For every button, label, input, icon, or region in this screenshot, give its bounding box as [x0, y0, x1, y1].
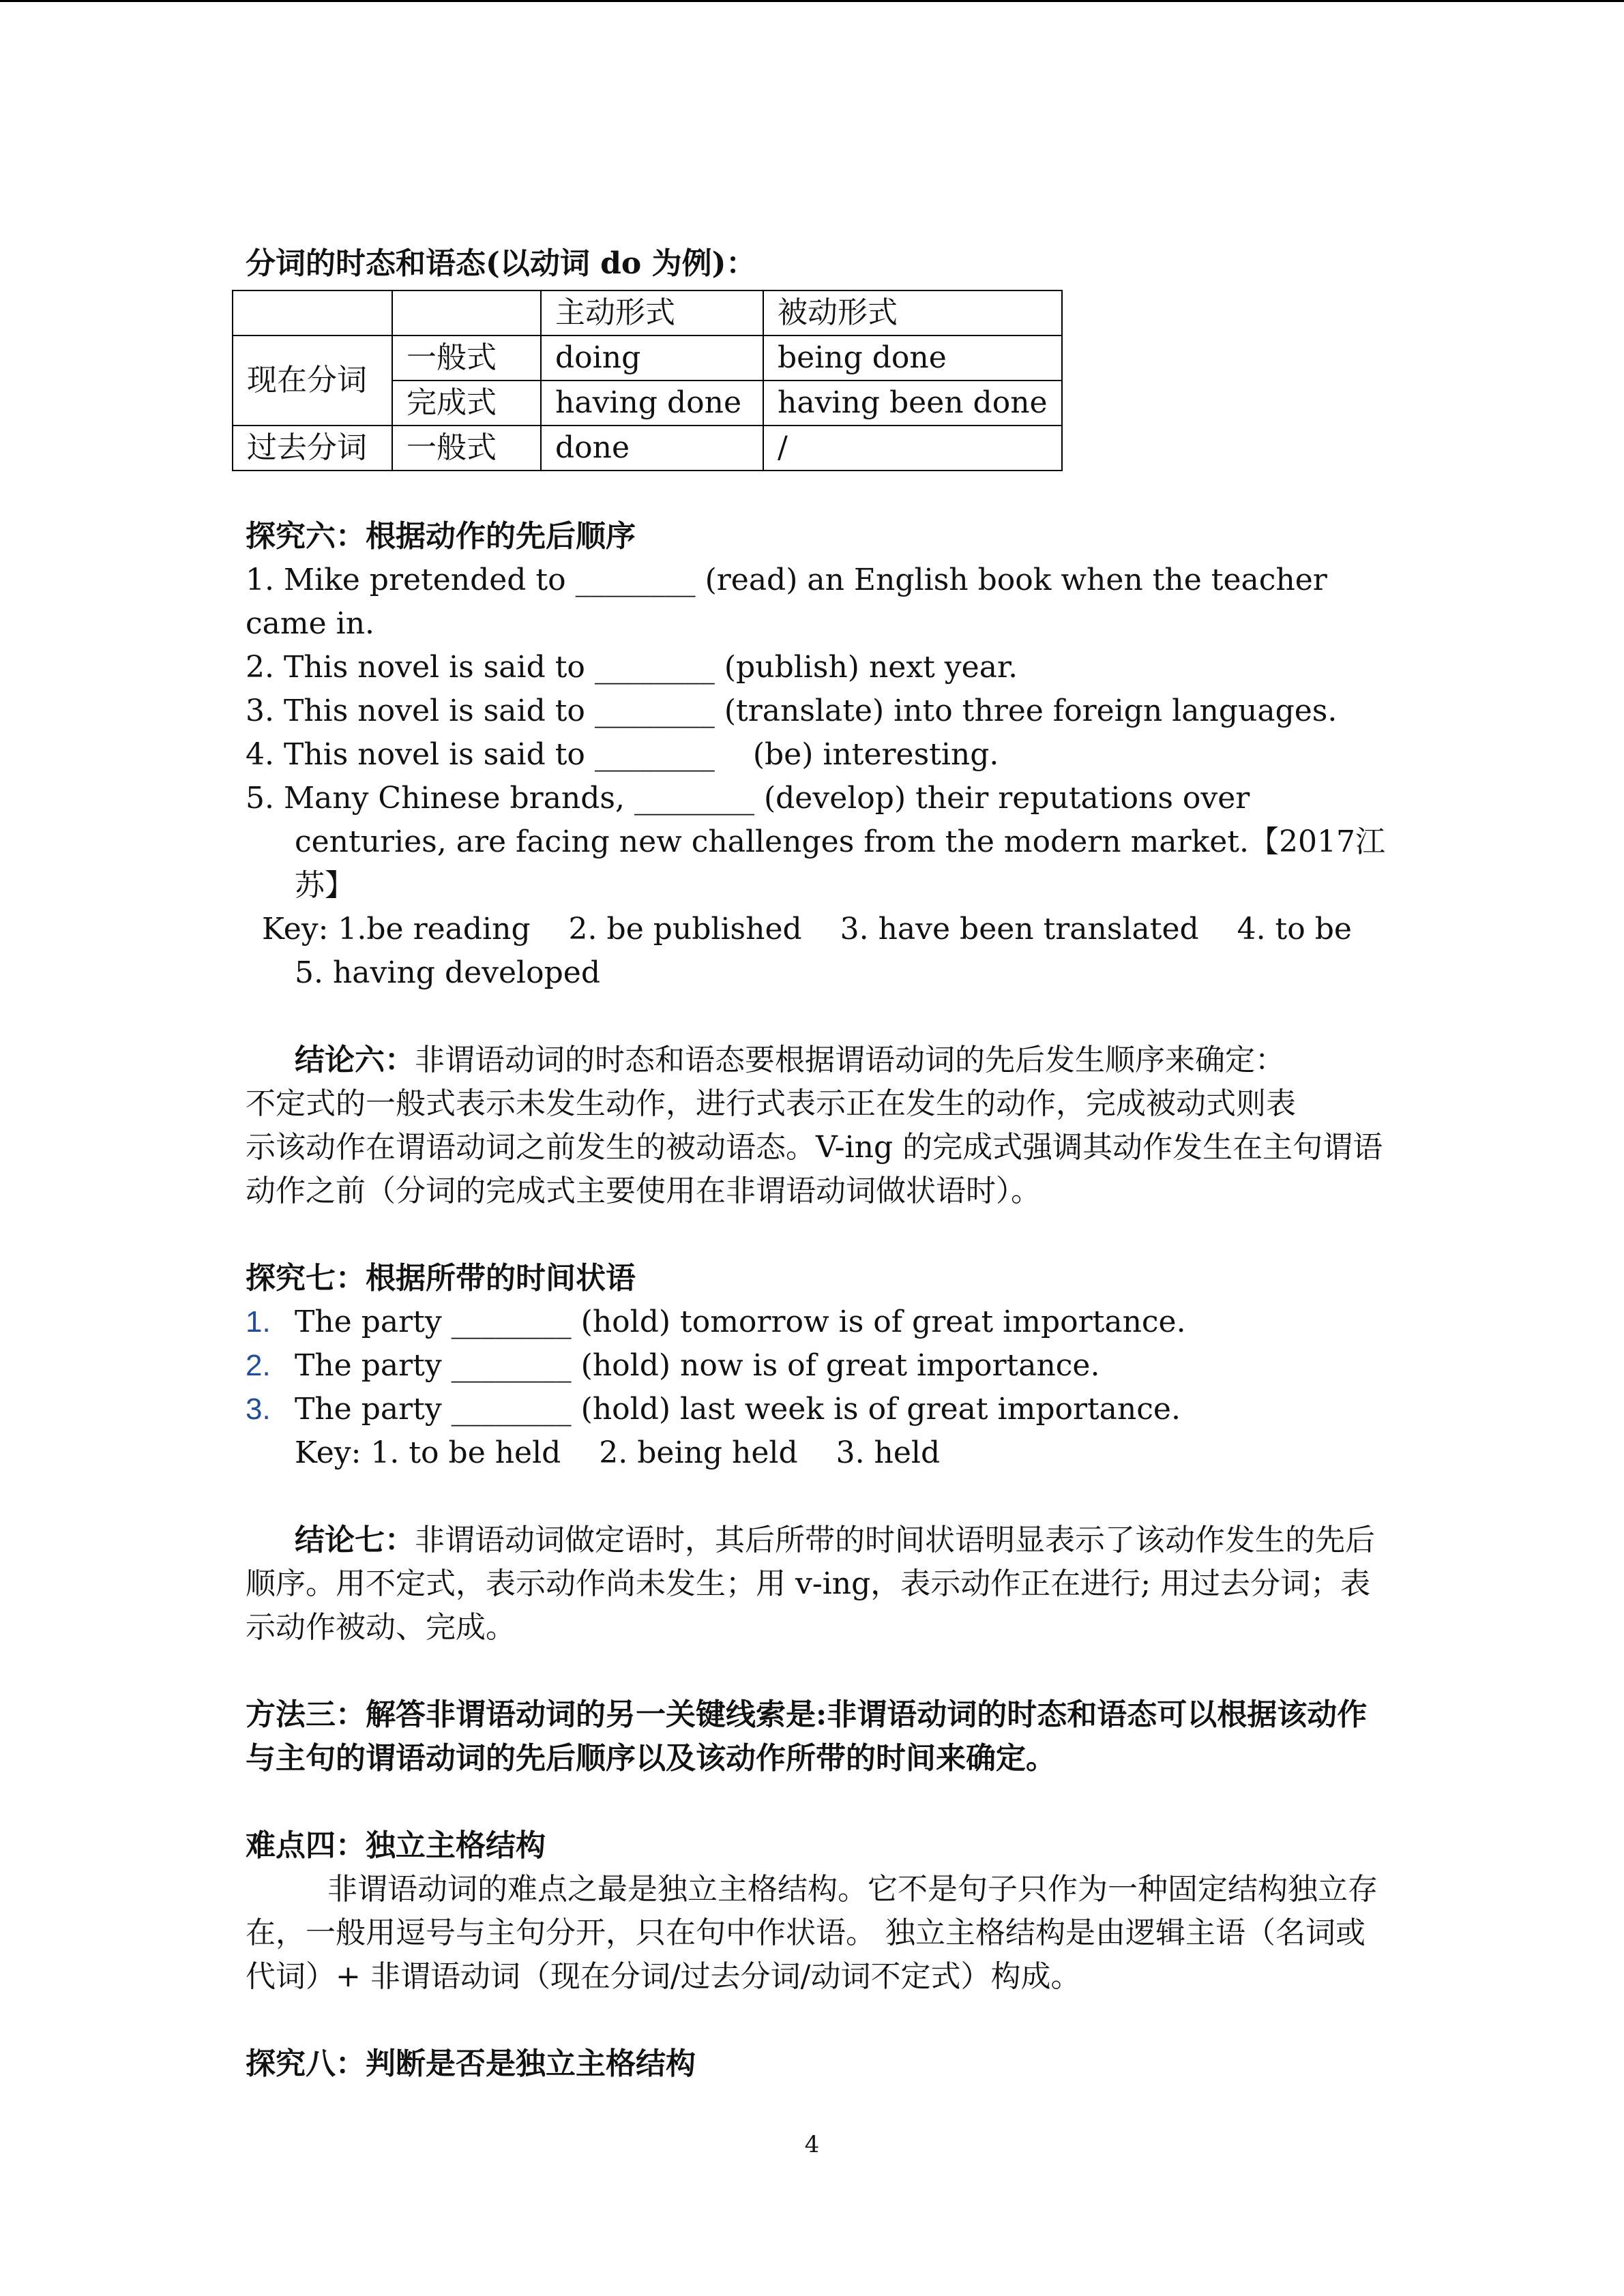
explore8-title: 探究八：判断是否是独立主格结构 [246, 2046, 696, 2081]
list-number: 1. [246, 1305, 271, 1339]
document-page [246, 242, 1391, 2086]
table-passive-cell: being done [763, 336, 1062, 381]
table-active-cell: doing [541, 336, 763, 381]
table-header-cell [233, 290, 392, 336]
table-group-present-participle: 现在分词 [233, 336, 392, 426]
table-active-cell: done [541, 426, 763, 471]
conclusion7-text: 非谓语动词做定语时，其后所带的时间状语明显表示了该动作发生的先后顺序。用不定式，表示动作尚未发生；用 v-ing，表示动作正在进行; 用过去分词；表示动作被动、完成。 [246, 1523, 1375, 1645]
list-item [246, 1388, 1391, 1431]
table-passive-cell: having been done [763, 381, 1062, 426]
explore7-list [246, 1300, 1391, 1431]
list-item [246, 1300, 1391, 1344]
table-form-cell: 完成式 [392, 381, 541, 426]
table-row [233, 426, 1062, 471]
explore6-item: 5. Many Chinese brands, ________ (develop) their reputations over centuries, are facing new challenges from the modern market.【2017江苏】 [246, 781, 1385, 903]
conclusion7-label: 结论七： [295, 1523, 415, 1557]
participle-tense-table [232, 290, 1063, 471]
table-section-title: 分词的时态和语态(以动词 do 为例)： [246, 246, 756, 281]
table-row [233, 336, 1062, 381]
page-top-border [0, 0, 1624, 2]
list-number: 3. [246, 1392, 271, 1426]
explore7-title: 探究七：根据所带的时间状语 [246, 1261, 636, 1296]
conclusion6-line1 [246, 1039, 1391, 1082]
conclusion6-label: 结论六： [295, 1043, 415, 1077]
table-header-cell [392, 290, 541, 336]
difficulty4-text: 非谓语动词的难点之最是独立主格结构。它不是句子只作为一种固定结构独立存在，一般用逗号与主句分开，只在句中作状语。 独立主格结构是由逻辑主语（名词或代词）+ 非谓语动词（现在分词/过去分词/动词不定式）构成。 [246, 1872, 1378, 1994]
list-text: The party ________ (hold) last week is of great importance. [295, 1392, 1181, 1427]
list-number: 2. [246, 1349, 271, 1382]
conclusion6-line3: 示该动作在谓语动词之前发生的被动语态。V-ing 的完成式强调其动作发生在主句谓语动作之前（分词的完成式主要使用在非谓语动词做状语时）。 [246, 1130, 1383, 1208]
page-number: 4 [804, 2131, 820, 2158]
explore6-title: 探究六：根据动作的先后顺序 [246, 519, 636, 554]
explore6-item: 4. This novel is said to ________ (be) interesting. [246, 737, 999, 772]
list-text: The party ________ (hold) now is of great importance. [295, 1348, 1100, 1383]
table-form-cell: 一般式 [392, 426, 541, 471]
difficulty4-title: 难点四：独立主格结构 [246, 1828, 546, 1863]
table-header-active: 主动形式 [541, 290, 763, 336]
explore6-key: Key: 1.be reading 2. be published 3. have been translated 4. to be 5. having developed [262, 912, 1390, 990]
table-header-row [233, 290, 1062, 336]
table-form-cell: 一般式 [392, 336, 541, 381]
conclusion6-text1: 非谓语动词的时态和语态要根据谓语动词的先后发生顺序来确定： [415, 1043, 1285, 1077]
conclusion6-line2: 不定式的一般式表示未发生动作，进行式表示正在发生的动作，完成被动式则表 [246, 1086, 1296, 1121]
list-item [246, 1344, 1391, 1388]
explore7-key: Key: 1. to be held 2. being held 3. held [295, 1435, 941, 1470]
table-group-past-participle: 过去分词 [233, 426, 392, 471]
explore6-item: 1. Mike pretended to ________ (read) an English book when the teacher came in. [246, 563, 1327, 641]
table-active-cell: having done [541, 381, 763, 426]
table-passive-cell: / [763, 426, 1062, 471]
table-header-passive: 被动形式 [763, 290, 1062, 336]
explore6-item: 2. This novel is said to ________ (publish) next year. [246, 650, 1018, 685]
list-text: The party ________ (hold) tomorrow is of great importance. [295, 1304, 1186, 1339]
conclusion7 [246, 1519, 1391, 1650]
method3: 方法三：解答非谓语动词的另一关键线索是:非谓语动词的时态和语态可以根据该动作与主句的谓语动词的先后顺序以及该动作所带的时间来确定。 [246, 1697, 1368, 1776]
explore6-item: 3. This novel is said to ________ (translate) into three foreign languages. [246, 694, 1338, 728]
